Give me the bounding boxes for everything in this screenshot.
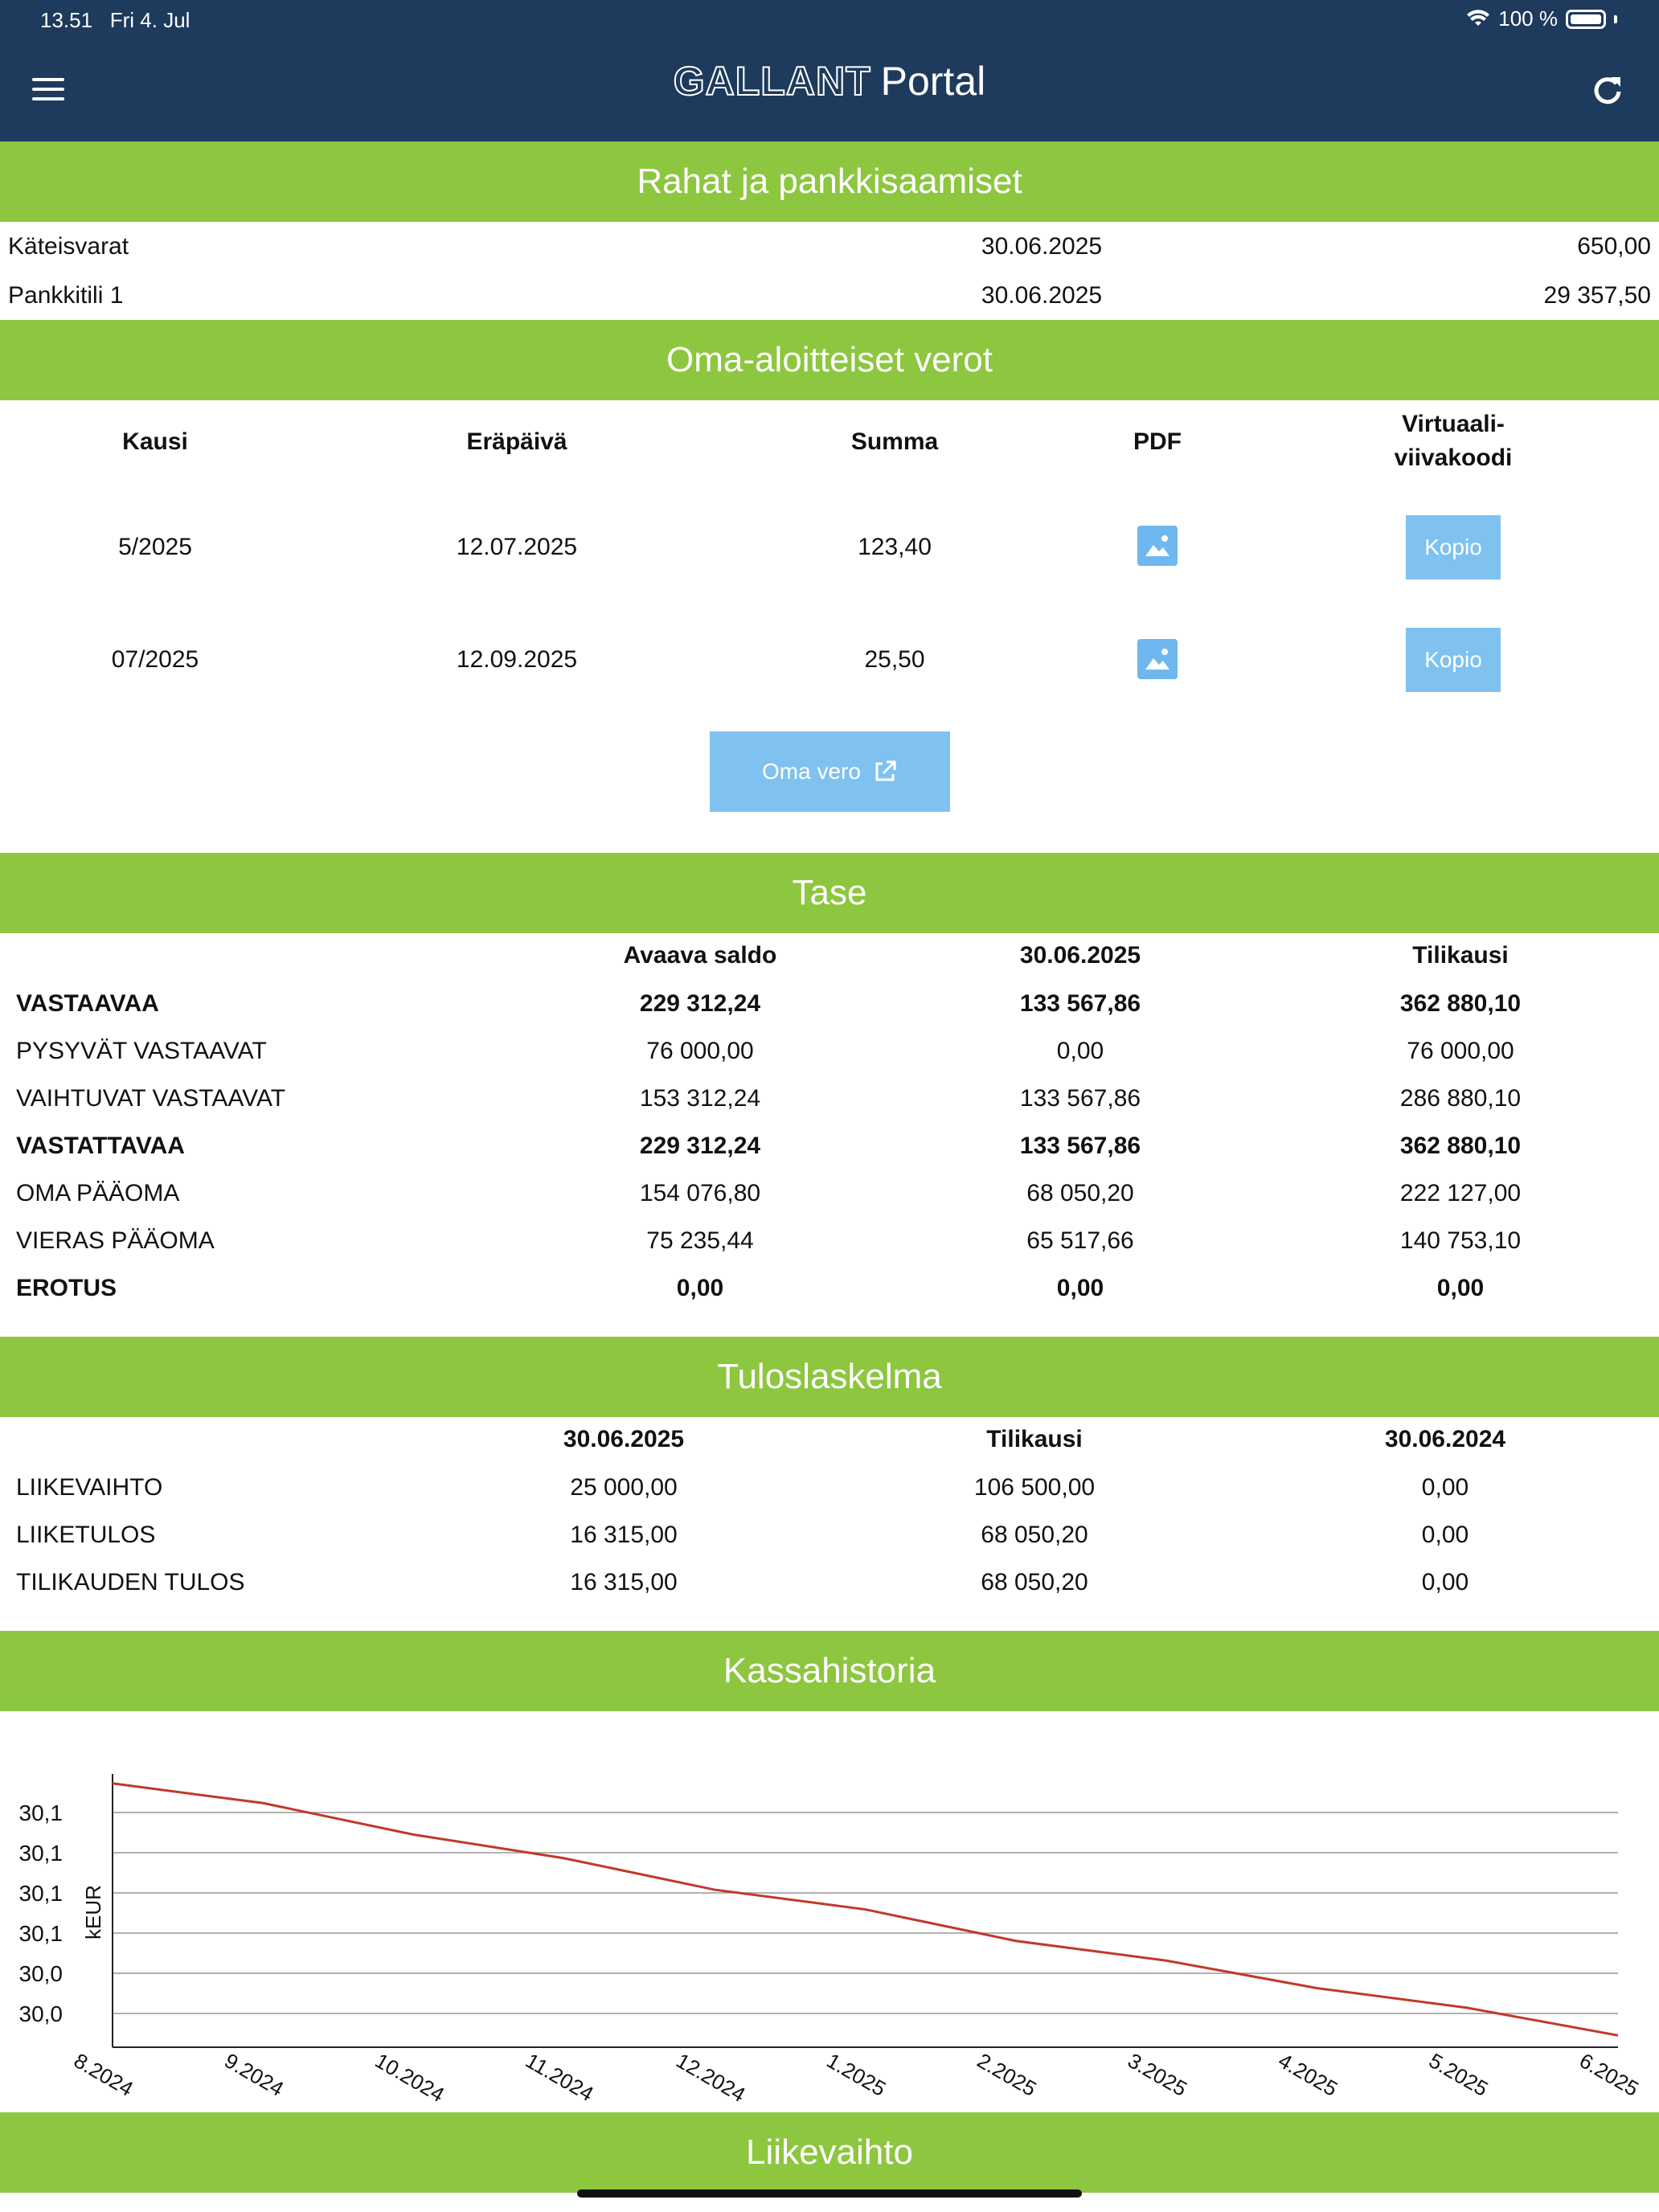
- tulos-cell: 0,00: [1421, 1522, 1469, 1548]
- tulos-cell: 25 000,00: [570, 1474, 678, 1501]
- col-virtuaali-1: Virtuaali-: [1402, 411, 1505, 437]
- tase-cell: 68 050,20: [1026, 1180, 1134, 1206]
- tase-cell: 76 000,00: [1407, 1038, 1514, 1064]
- tulos-cell: 0,00: [1421, 1474, 1469, 1501]
- col-erapaiva: Eräpäivä: [466, 428, 567, 455]
- battery-tip: [1614, 15, 1617, 23]
- chart-y-tick-label: 30,1: [18, 1841, 63, 1866]
- tulos-row-label: LIIKETULOS: [16, 1522, 156, 1548]
- tase-cell: 362 880,10: [1399, 990, 1522, 1017]
- kassahistoria-chart: [0, 1711, 1659, 2113]
- tase-row-label: VIERAS PÄÄOMA: [16, 1227, 215, 1254]
- chart-x-tick-label: 11.2024: [521, 2048, 598, 2107]
- tase-cell: 140 753,10: [1399, 1227, 1522, 1254]
- top-bar: [0, 0, 1659, 141]
- tase-cell: 0,00: [1436, 1275, 1485, 1301]
- tulos-row-label: LIIKEVAIHTO: [16, 1474, 163, 1501]
- oma-vero-label: Oma vero: [762, 759, 861, 784]
- chart-x-tick-label: 12.2024: [672, 2048, 750, 2108]
- tulos-col-header: Tilikausi: [986, 1426, 1083, 1452]
- pdf-image-icon[interactable]: [1137, 639, 1178, 679]
- tulos-cell: 106 500,00: [973, 1474, 1096, 1501]
- app-logo: [0, 58, 1659, 104]
- chart-y-tick-label: 30,1: [18, 1800, 63, 1825]
- chart-x-tick-label: 2.2025: [973, 2048, 1041, 2101]
- rahat-date: 30.06.2025: [981, 282, 1103, 309]
- chart-x-tick-label: 3.2025: [1124, 2048, 1191, 2101]
- tase-cell: 133 567,86: [1019, 1133, 1141, 1159]
- vero-kausi: 5/2025: [118, 534, 192, 560]
- rahat-name: Käteisvarat: [8, 233, 129, 260]
- col-summa: Summa: [850, 428, 939, 455]
- rahat-date: 30.06.2025: [981, 233, 1103, 260]
- vero-summa: 25,50: [864, 646, 925, 673]
- vero-erapaiva: 12.09.2025: [456, 646, 578, 673]
- home-indicator: [577, 2189, 1082, 2198]
- chart-series-line: [113, 1784, 1618, 2036]
- chart-x-tick-label: 9.2024: [220, 2048, 289, 2101]
- external-link-icon: [872, 759, 898, 784]
- tulos-cell: 16 315,00: [570, 1569, 678, 1596]
- logo-portal-text: Portal: [880, 59, 986, 104]
- tase-row-label: VAIHTUVAT VASTAAVAT: [16, 1085, 286, 1112]
- chart-y-tick-label: 30,0: [18, 1961, 63, 1986]
- pdf-image-icon[interactable]: [1137, 526, 1178, 566]
- refresh-icon[interactable]: [1590, 72, 1625, 108]
- tulos-col-header: 30.06.2025: [563, 1426, 685, 1452]
- rahat-amount: 29 357,50: [1543, 282, 1651, 309]
- col-pdf: PDF: [1133, 428, 1182, 455]
- chart-y-tick-label: 30,0: [18, 2001, 63, 2026]
- tase-row-label: VASTATTAVAA: [16, 1133, 185, 1159]
- tulos-cell: 16 315,00: [570, 1522, 678, 1548]
- tase-row-label: VASTAAVAA: [16, 990, 159, 1017]
- wifi-icon: [1466, 10, 1490, 29]
- oma-vero-button[interactable]: [710, 731, 950, 812]
- section-header-liikevaihto: Liikevaihto: [0, 2112, 1659, 2193]
- status-time: 13.51 Fri 4. Jul: [40, 8, 190, 32]
- tase-cell: 286 880,10: [1399, 1085, 1522, 1112]
- tase-cell: 65 517,66: [1026, 1227, 1134, 1254]
- chart-y-axis-label: kEUR: [81, 1885, 105, 1940]
- vero-erapaiva: 12.07.2025: [456, 534, 578, 560]
- tulos-col-header: 30.06.2024: [1384, 1426, 1506, 1452]
- tase-cell: 0,00: [676, 1275, 724, 1301]
- tase-cell: 154 076,80: [639, 1180, 761, 1206]
- tase-cell: 75 235,44: [646, 1227, 754, 1254]
- chart-y-tick-label: 30,1: [18, 1881, 63, 1906]
- tase-cell: 0,00: [1056, 1275, 1104, 1301]
- tulos-cell: 68 050,20: [981, 1522, 1088, 1548]
- chart-y-tick-label: 30,1: [18, 1921, 63, 1946]
- tase-col-header: 30.06.2025: [1019, 942, 1141, 969]
- vero-kausi: 07/2025: [111, 646, 199, 673]
- tase-cell: 222 127,00: [1399, 1180, 1522, 1206]
- tulos-cell: 0,00: [1421, 1569, 1469, 1596]
- section-header-rahat: Rahat ja pankkisaamiset: [0, 141, 1659, 222]
- tase-cell: 229 312,24: [639, 1133, 761, 1159]
- tase-cell: 0,00: [1056, 1038, 1104, 1064]
- chart-x-tick-label: 1.2025: [822, 2048, 891, 2101]
- status-indicators: [1466, 6, 1617, 31]
- tase-row-label: PYSYVÄT VASTAAVAT: [16, 1038, 267, 1064]
- chart-x-tick-label: 6.2025: [1575, 2048, 1643, 2101]
- tase-col-header: Tilikausi: [1412, 942, 1509, 969]
- tase-cell: 76 000,00: [646, 1038, 754, 1064]
- chart-x-tick-label: 10.2024: [371, 2048, 449, 2108]
- tase-cell: 133 567,86: [1019, 1085, 1141, 1112]
- rahat-name: Pankkitili 1: [8, 282, 124, 309]
- section-header-kassahistoria: Kassahistoria: [0, 1631, 1659, 1711]
- tase-row-label: EROTUS: [16, 1275, 117, 1301]
- chart-x-tick-label: 5.2025: [1424, 2048, 1493, 2101]
- tulos-row-label: TILIKAUDEN TULOS: [16, 1569, 245, 1596]
- tase-cell: 133 567,86: [1019, 990, 1141, 1017]
- tase-cell: 362 880,10: [1399, 1133, 1522, 1159]
- battery-percent: 100 %: [1498, 6, 1558, 31]
- section-header-verot: Oma-aloitteiset verot: [0, 320, 1659, 400]
- tase-row-label: OMA PÄÄOMA: [16, 1180, 180, 1206]
- tase-cell: 153 312,24: [639, 1085, 761, 1112]
- kopio-button[interactable]: Kopio: [1406, 628, 1501, 692]
- battery-icon: [1566, 10, 1606, 29]
- vero-summa: 123,40: [858, 534, 932, 560]
- section-header-tase: Tase: [0, 853, 1659, 933]
- kopio-button[interactable]: Kopio: [1406, 515, 1501, 580]
- chart-x-tick-label: 4.2025: [1274, 2048, 1342, 2101]
- col-kausi: Kausi: [122, 428, 188, 455]
- tulos-cell: 68 050,20: [981, 1569, 1088, 1596]
- col-virtuaali-2: viivakoodi: [1394, 444, 1513, 471]
- tase-cell: 229 312,24: [639, 990, 761, 1017]
- rahat-amount: 650,00: [1577, 233, 1651, 260]
- logo-brand: GALLANT: [673, 59, 871, 104]
- chart-x-tick-label: 8.2024: [70, 2048, 137, 2101]
- section-header-tuloslaskelma: Tuloslaskelma: [0, 1337, 1659, 1417]
- tase-col-header: Avaava saldo: [623, 942, 777, 969]
